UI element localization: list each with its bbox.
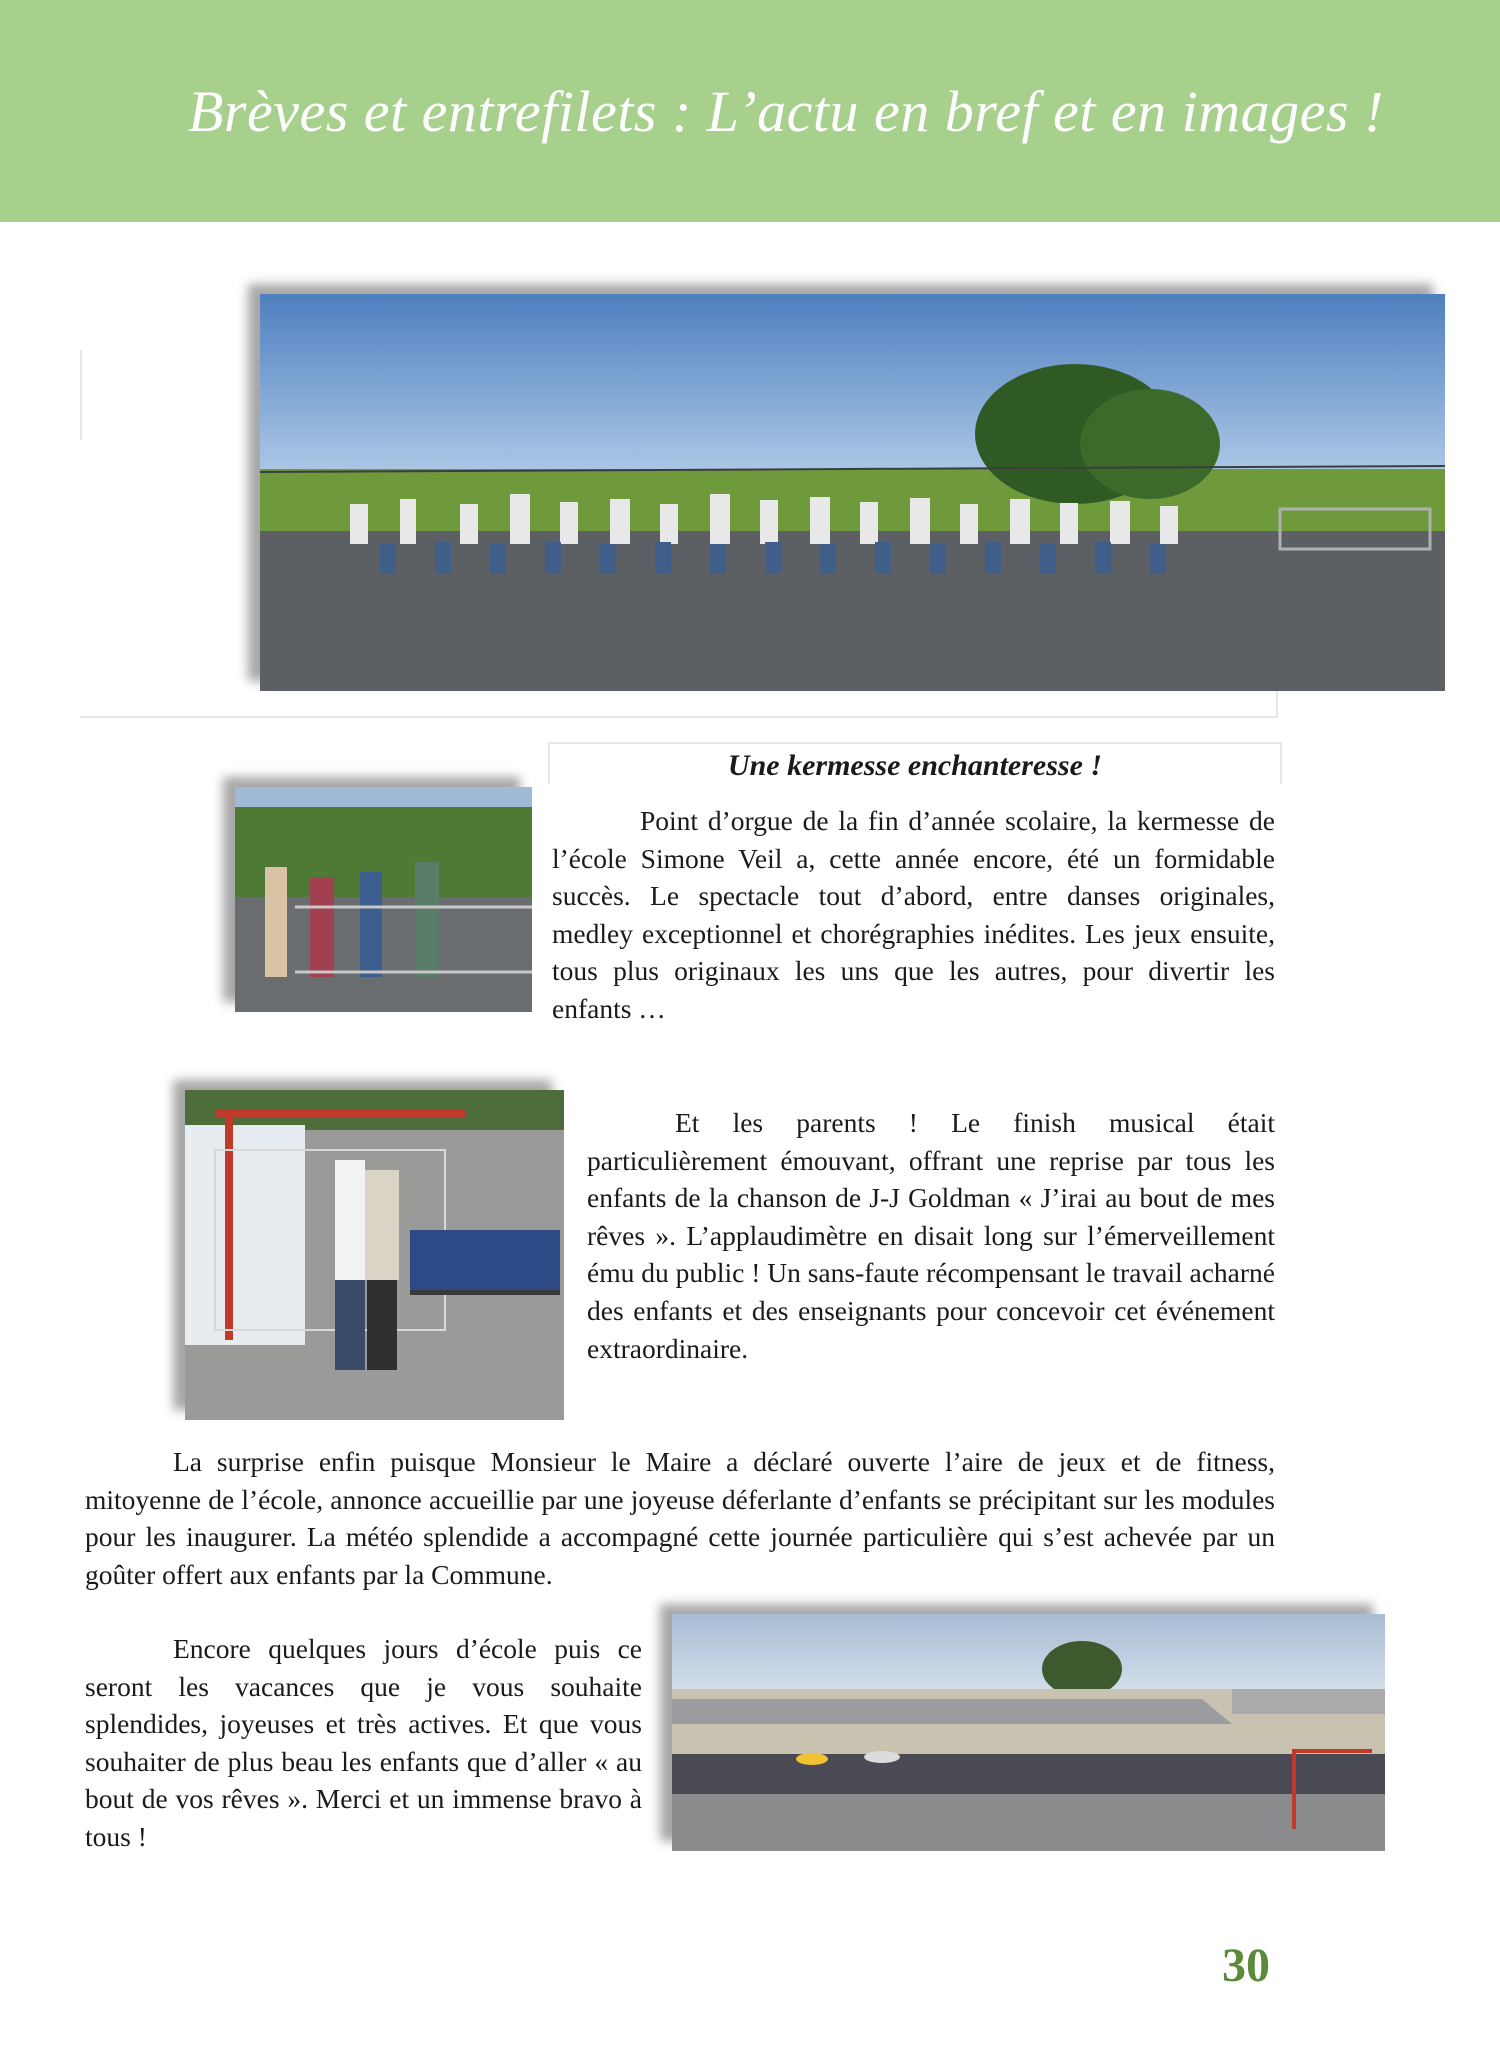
paragraph-1-text: Point d’orgue de la fin d’année scolaire, la kermesse de l’école Simone Veil a, cette année encore, été un formidable succès. Le spectacle tout d’abord, entre danses originales, medley exceptionnel et chorégraphies inédites. Les jeux ensuite, tous plus originaux les uns que les autres, pour divertir les enfants …: [552, 805, 1275, 1024]
paragraph-1: [552, 802, 1275, 1028]
frame-line-bottom: [80, 716, 1278, 718]
frame-line-right: [1276, 690, 1278, 718]
paragraph-3: [85, 1443, 1275, 1593]
paragraph-2-text: Et les parents ! Le finish musical était particulièrement émouvant, offrant une reprise par tous les enfants de la chanson de J-J Goldman « J’irai au bout de mes rêves ». L’applaudimètre en disait long sur l’émerveillement ému du public ! Un sans-faute récompensant le travail acharné des enfants et des enseignants pour concevoir cet événement extraordinaire.: [587, 1107, 1275, 1364]
photo-school-crowd: [672, 1614, 1385, 1851]
page-title: Brèves et entrefilets : L’actu en bref et en images !: [188, 79, 1384, 144]
paragraph-4: [85, 1630, 642, 1856]
paragraph-4-text: Encore quelques jours d’école puis ce seront les vacances que je vous souhaite splendides, joyeuses et très actives. Et que vous souhaiter de plus beau les enfants que d’aller « au bout de vos rêves ». Merci et un immense bravo à tous !: [85, 1633, 642, 1852]
article-subtitle: Une kermesse enchanteresse !: [548, 742, 1282, 784]
page-number: 30: [1222, 1939, 1270, 1992]
frame-line-left: [80, 350, 82, 440]
paragraph-2: [587, 1104, 1275, 1367]
photo-mayor-speech: [185, 1090, 564, 1420]
header-banner: [0, 0, 1500, 222]
photo-parents-barrier: [235, 787, 532, 1012]
photo-children-group: [260, 294, 1445, 691]
paragraph-3-text: La surprise enfin puisque Monsieur le Maire a déclaré ouverte l’aire de jeux et de fitness, mitoyenne de l’école, annonce accueillie par une joyeuse déferlante d’enfants se précipitant sur les modules pour les inaugurer. La météo splendide a accompagné cette journée particulière qui s’est achevée par un goûter offert aux enfants par la Commune.: [85, 1446, 1275, 1590]
